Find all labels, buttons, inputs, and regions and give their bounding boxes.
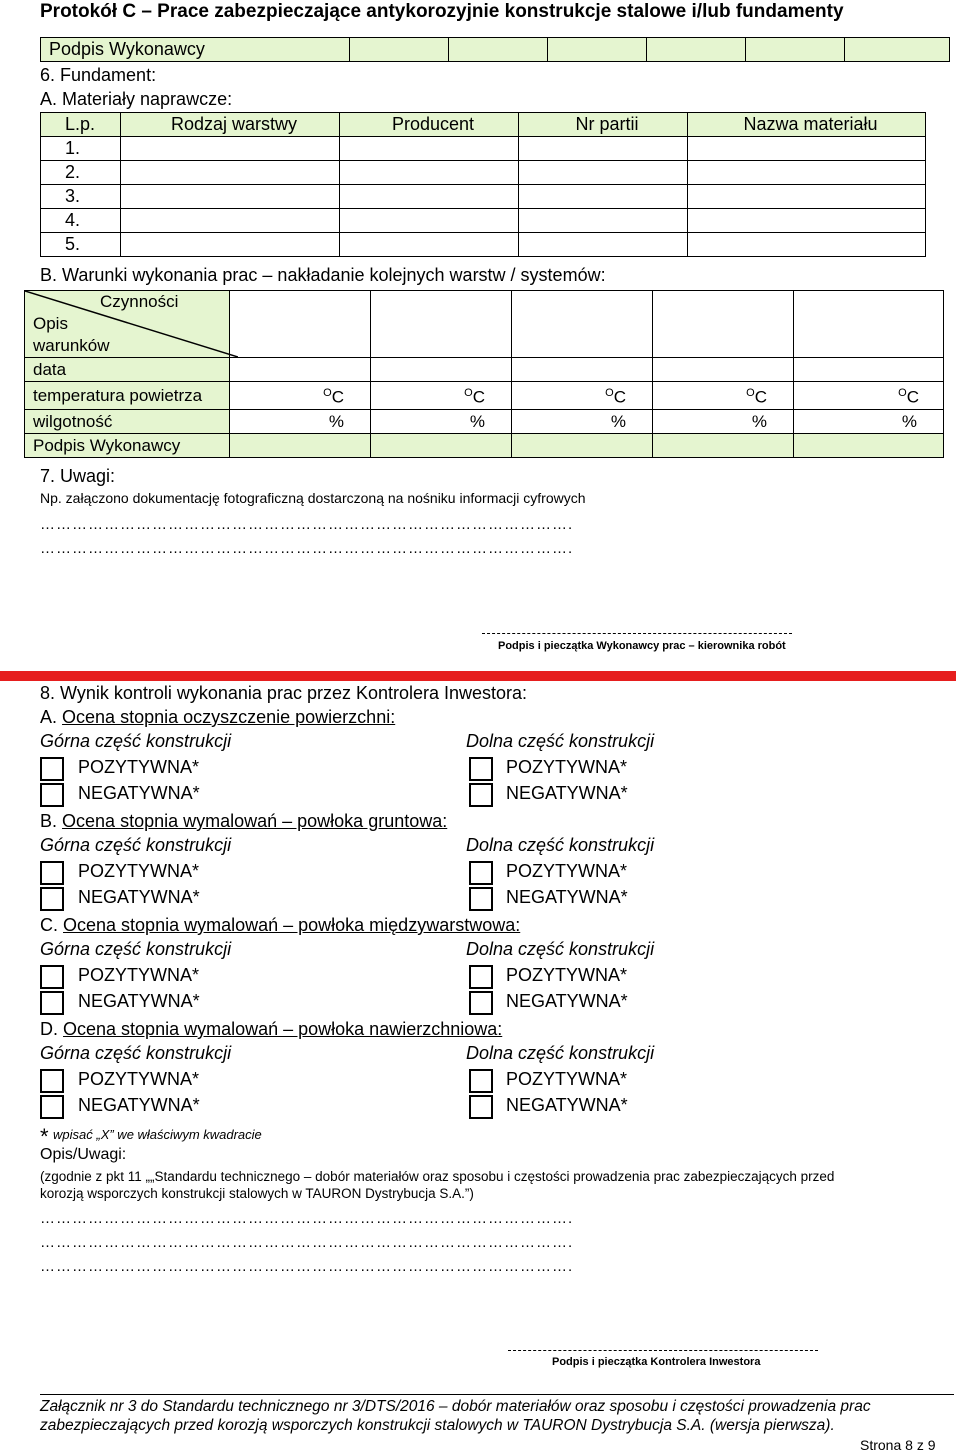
- signature-contractor-label: Podpis i pieczątka Wykonawcy prac – kierownika robót: [498, 640, 786, 652]
- subsection-letter: D.: [40, 1019, 58, 1039]
- opis-text-line2: korozją wsporczych konstrukcji stalowych w TAURON Dystrybucja S.A.”): [40, 1186, 474, 1201]
- section7-title: 7. Uwagi:: [40, 466, 116, 486]
- option-positive: POZYTYWNA*: [506, 861, 628, 881]
- bottom-part-label: Dolna część konstrukcji: [466, 835, 655, 855]
- bottom-part-label: Dolna część konstrukcji: [466, 939, 655, 959]
- materials-table: [40, 112, 926, 257]
- unit-hum: %: [512, 409, 653, 433]
- option-negative: NEGATYWNA*: [506, 991, 628, 1011]
- dotted-line: ……………………………………………………………………………………….: [40, 540, 574, 556]
- col-lp: L.p.: [41, 113, 121, 137]
- checkbox-top-positive[interactable]: [40, 965, 64, 989]
- section6-subB: B. Warunki wykonania prac – nakładanie kolejnych warstw / systemów:: [40, 265, 606, 285]
- option-positive: POZYTYWNA*: [506, 757, 628, 777]
- top-part-label: Górna część konstrukcji: [40, 835, 232, 855]
- row-number: 3.: [41, 185, 121, 209]
- footer-line2: zabezpieczających przed korozją wsporczych konstrukcji stalowych w TAURON Dystrybucja S.A. (wersja pierwsza).: [40, 1417, 835, 1434]
- unit-sup: O: [323, 387, 332, 399]
- signature-line-contractor: [482, 633, 792, 635]
- conditions-table: [24, 290, 944, 458]
- dotted-line: ……………………………………………………………………………………….: [40, 1234, 574, 1250]
- opis-text-line1: (zgodnie z pkt 11 „„Standardu technicznego – dobór materiałów oraz sposobu i częstości prowadzenia prac zabezpieczających przed: [40, 1169, 835, 1184]
- row-number: 1.: [41, 137, 121, 161]
- unit-temp: C: [754, 387, 767, 407]
- option-negative: NEGATYWNA*: [78, 1095, 200, 1115]
- subsection-letter: B.: [40, 811, 58, 831]
- cond-row-humidity: wilgotność: [25, 409, 230, 433]
- checkbox-bottom-positive[interactable]: [469, 757, 493, 781]
- unit-sup: O: [605, 387, 614, 399]
- checkbox-top-positive[interactable]: [40, 861, 64, 885]
- subsection-title: Ocena stopnia wymalowań – powłoka gruntowa:: [62, 811, 448, 831]
- subsection-heading: [40, 1019, 502, 1040]
- footnote-text: wpisać „X” we właściwym kwadracie: [53, 1127, 262, 1142]
- dotted-line: ……………………………………………………………………………………….: [40, 516, 574, 532]
- unit-sup: O: [898, 387, 907, 399]
- footer-rule: [40, 1394, 954, 1395]
- unit-temp: C: [472, 387, 485, 407]
- checkbox-bottom-negative[interactable]: [469, 1095, 493, 1119]
- cond-row-date: data: [25, 358, 230, 382]
- cond-row-temperature: temperatura powietrza: [25, 382, 230, 410]
- option-positive: POZYTYWNA*: [78, 965, 200, 985]
- signature-line-inspector: [508, 1350, 818, 1352]
- section6-title: 6. Fundament:: [40, 65, 157, 85]
- subsection-heading: [40, 811, 447, 832]
- top-part-label: Górna część konstrukcji: [40, 731, 232, 751]
- unit-hum: %: [371, 409, 512, 433]
- row-number: 2.: [41, 161, 121, 185]
- subsection-letter: C.: [40, 915, 58, 935]
- option-positive: POZYTYWNA*: [78, 757, 200, 777]
- option-negative: NEGATYWNA*: [78, 887, 200, 907]
- unit-sup: O: [464, 387, 473, 399]
- section8-title: 8. Wynik kontroli wykonania prac przez Kontrolera Inwestora:: [40, 683, 528, 703]
- bottom-part-label: Dolna część konstrukcji: [466, 731, 655, 751]
- option-negative: NEGATYWNA*: [78, 783, 200, 803]
- section-divider: [0, 671, 956, 681]
- option-negative: NEGATYWNA*: [78, 991, 200, 1011]
- top-part-label: Górna część konstrukcji: [40, 1043, 232, 1063]
- checkbox-top-negative[interactable]: [40, 887, 64, 911]
- diag-bottom-label1: Opis: [33, 314, 68, 333]
- col-batch: Nr partii: [519, 113, 688, 137]
- subsection-title: Ocena stopnia wymalowań – powłoka międzywarstwowa:: [63, 915, 521, 935]
- col-producer: Producent: [340, 113, 519, 137]
- diag-top-label: Czynności: [100, 292, 179, 311]
- top-signature-table: [40, 37, 950, 62]
- checkbox-top-negative[interactable]: [40, 783, 64, 807]
- footer-line1: Załącznik nr 3 do Standardu technicznego nr 3/DTS/2016 – dobór materiałów oraz sposobu i częstości prowadzenia prac: [40, 1398, 871, 1415]
- checkbox-top-negative[interactable]: [40, 991, 64, 1015]
- diagonal-header-cell: [25, 291, 230, 358]
- checkbox-bottom-positive[interactable]: [469, 861, 493, 885]
- top-row-label: Podpis Wykonawcy: [41, 38, 350, 62]
- subsection-letter: A.: [40, 707, 58, 727]
- subsection-heading: [40, 707, 395, 728]
- checkbox-bottom-positive[interactable]: [469, 965, 493, 989]
- cond-row-signature: Podpis Wykonawcy: [25, 433, 230, 457]
- dotted-line: ……………………………………………………………………………………….: [40, 1210, 574, 1226]
- document-header: Protokół C – Prace zabezpieczające antykorozyjnie konstrukcje stalowe i/lub fundamenty: [40, 1, 844, 22]
- option-positive: POZYTYWNA*: [78, 1069, 200, 1089]
- option-negative: NEGATYWNA*: [506, 1095, 628, 1115]
- opis-label: Opis/Uwagi:: [40, 1146, 127, 1163]
- dotted-line: ……………………………………………………………………………………….: [40, 1258, 574, 1274]
- signature-inspector-label: Podpis i pieczątka Kontrolera Inwestora: [552, 1356, 761, 1368]
- col-material-name: Nazwa materiału: [688, 113, 926, 137]
- top-part-label: Górna część konstrukcji: [40, 939, 232, 959]
- unit-temp: C: [331, 387, 344, 407]
- row-number: 5.: [41, 233, 121, 257]
- unit-hum: %: [794, 409, 944, 433]
- checkbox-bottom-negative[interactable]: [469, 887, 493, 911]
- unit-hum: %: [653, 409, 794, 433]
- checkbox-top-positive[interactable]: [40, 1069, 64, 1093]
- checkbox-bottom-negative[interactable]: [469, 991, 493, 1015]
- unit-temp: C: [613, 387, 626, 407]
- checkbox-bottom-negative[interactable]: [469, 783, 493, 807]
- checkbox-bottom-positive[interactable]: [469, 1069, 493, 1093]
- col-layer: Rodzaj warstwy: [121, 113, 340, 137]
- checkbox-top-negative[interactable]: [40, 1095, 64, 1119]
- option-negative: NEGATYWNA*: [506, 783, 628, 803]
- row-number: 4.: [41, 209, 121, 233]
- subsection-title: Ocena stopnia oczyszczenie powierzchni:: [62, 707, 396, 727]
- bottom-part-label: Dolna część konstrukcji: [466, 1043, 655, 1063]
- unit-sup: O: [746, 387, 755, 399]
- option-positive: POZYTYWNA*: [506, 965, 628, 985]
- footnote-star: *: [40, 1124, 49, 1149]
- section6-subA: A. Materiały naprawcze:: [40, 89, 233, 109]
- subsection-heading: [40, 915, 520, 936]
- unit-temp: C: [906, 387, 919, 407]
- diag-bottom-label2: warunków: [33, 336, 110, 355]
- option-positive: POZYTYWNA*: [506, 1069, 628, 1089]
- option-negative: NEGATYWNA*: [506, 887, 628, 907]
- option-positive: POZYTYWNA*: [78, 861, 200, 881]
- subsection-title: Ocena stopnia wymalowań – powłoka nawierzchniowa:: [63, 1019, 503, 1039]
- section7-note: Np. załączono dokumentację fotograficzną dostarczoną na nośniku informacji cyfrowych: [40, 490, 586, 506]
- checkbox-top-positive[interactable]: [40, 757, 64, 781]
- page-number: Strona 8 z 9: [860, 1437, 936, 1453]
- unit-hum: %: [230, 409, 371, 433]
